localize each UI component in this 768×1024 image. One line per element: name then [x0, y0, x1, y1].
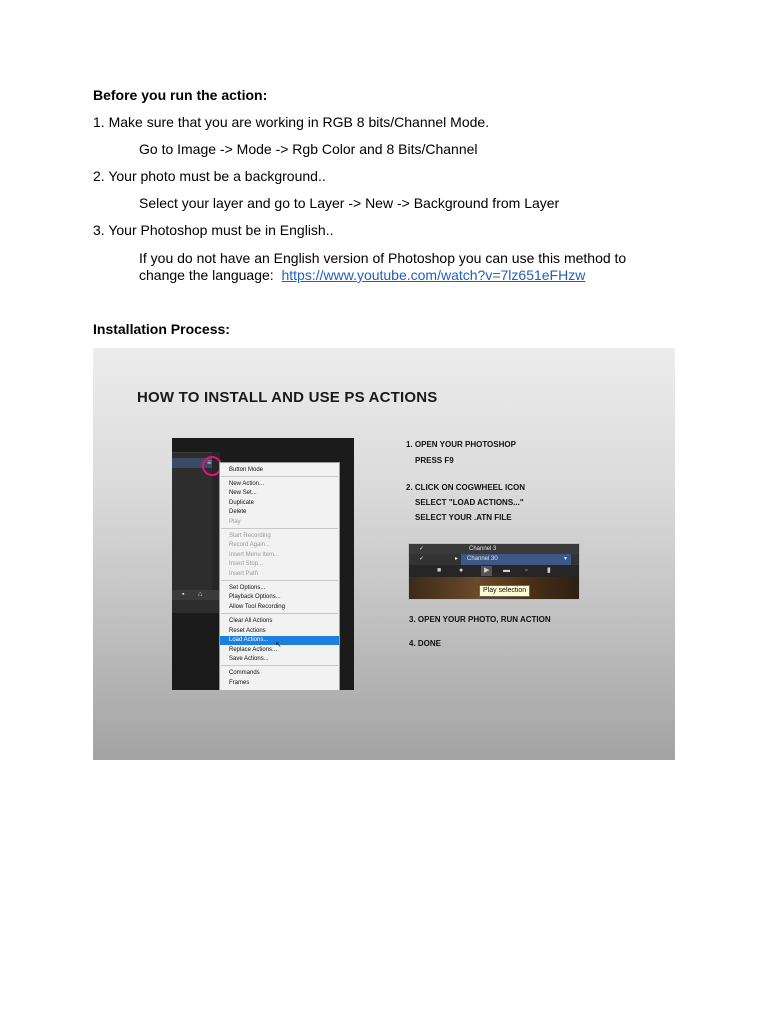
step-3: 3. Your Photoshop must be in English.. — [93, 222, 334, 238]
instruction-step-1: 1. OPEN YOUR PHOTOSHOP — [406, 440, 516, 449]
instruction-step-1-sub: PRESS F9 — [415, 456, 454, 465]
expand-arrow-icon: ▸ — [455, 556, 459, 562]
before-run-heading: Before you run the action: — [93, 87, 268, 103]
instruction-step-2-sub2: SELECT YOUR .ATN FILE — [415, 513, 512, 522]
instruction-step-3: 3. OPEN YOUR PHOTO, RUN ACTION — [409, 615, 551, 624]
step-3-detail-line2 — [139, 266, 585, 284]
actions-flyout-menu — [219, 462, 340, 690]
mouse-cursor-icon: ↖ — [275, 640, 282, 649]
menu-item-clear-all-actions: Clear All Actions — [229, 618, 273, 624]
chevron-down-icon: ▾ — [564, 556, 568, 562]
panel-row-label: Channel 30 — [467, 556, 498, 562]
installation-heading: Installation Process: — [93, 321, 230, 337]
menu-item-play: Play — [229, 519, 241, 525]
menu-item-insert-stop: Insert Stop... — [229, 561, 264, 567]
step-2: 2. Your photo must be a background.. — [93, 168, 326, 184]
menu-item-duplicate: Duplicate — [229, 500, 255, 506]
play-selection-tooltip: Play selection — [479, 585, 530, 597]
menu-item-frames: Frames — [229, 680, 250, 686]
menu-item-new-action: New Action... — [229, 481, 265, 487]
menu-item-start-recording: Start Recording — [229, 533, 271, 539]
menu-item-new-set: New Set... — [229, 490, 257, 496]
instruction-step-4: 4. DONE — [409, 639, 442, 648]
panel-bar-icon: ▪ — [182, 591, 185, 598]
check-icon: ✓ — [419, 546, 425, 552]
menu-item-commands: Commands — [229, 670, 260, 676]
menu-item-record-again: Record Again... — [229, 542, 271, 548]
menu-separator — [221, 528, 338, 529]
trash-icon: ▮ — [547, 567, 551, 574]
menu-separator — [221, 613, 338, 614]
menu-item-delete: Delete — [229, 509, 247, 515]
change-language-label: change the language: — [139, 267, 274, 283]
play-icon: ▶ — [481, 566, 492, 576]
menu-separator — [221, 665, 338, 666]
check-icon: ✓ — [419, 556, 425, 562]
menu-item-set-options: Set Options... — [229, 585, 266, 591]
instruction-step-2: 2. CLICK ON COGWHEEL ICON — [406, 483, 525, 492]
step-2-detail: Select your layer and go to Layer -> New -> Background from Layer — [139, 195, 560, 211]
new-item-icon: ▫ — [525, 567, 528, 574]
figure-title: HOW TO INSTALL AND USE PS ACTIONS — [137, 389, 438, 406]
step-3-detail-line1: If you do not have an English version of Photoshop you can use this method to — [139, 250, 627, 266]
menu-item-playback-options: Playback Options... — [229, 594, 281, 600]
menu-separator — [221, 476, 338, 477]
instruction-step-2-sub1: SELECT "LOAD ACTIONS..." — [415, 498, 524, 507]
menu-item-button-mode: Button Mode — [229, 467, 264, 473]
record-icon: ● — [459, 567, 464, 574]
menu-separator — [221, 580, 338, 581]
panel-row-label: Channel 3 — [469, 546, 497, 552]
menu-item-load-actions: Load Actions... — [229, 637, 269, 643]
panel-toolbar — [409, 565, 579, 577]
stop-icon: ■ — [437, 567, 442, 574]
installation-image — [93, 348, 675, 760]
menu-item-replace-actions: Replace Actions... — [229, 647, 278, 653]
step-1-detail: Go to Image -> Mode -> Rgb Color and 8 Bits/Channel — [139, 141, 478, 157]
panel-menu-icon: ≡ — [207, 458, 212, 467]
folder-icon: ▬ — [503, 567, 510, 574]
menu-item-insert-path: Insert Path — [229, 571, 259, 577]
menu-item-reset-actions: Reset Actions — [229, 628, 266, 634]
actions-panel-screenshot — [172, 438, 354, 690]
panel-bottom-bar — [172, 590, 220, 600]
menu-item-save-actions: Save Actions... — [229, 656, 269, 662]
youtube-link[interactable]: https://www.youtube.com/watch?v=7lz651eFHzw — [281, 267, 586, 283]
menu-item-insert-menu-item: Insert Menu Item... — [229, 552, 280, 558]
step-1: 1. Make sure that you are working in RGB 8 bits/Channel Mode. — [93, 114, 490, 130]
home-icon: ⌂ — [198, 591, 203, 598]
menu-item-allow-tool-recording: Allow Tool Recording — [229, 604, 285, 610]
